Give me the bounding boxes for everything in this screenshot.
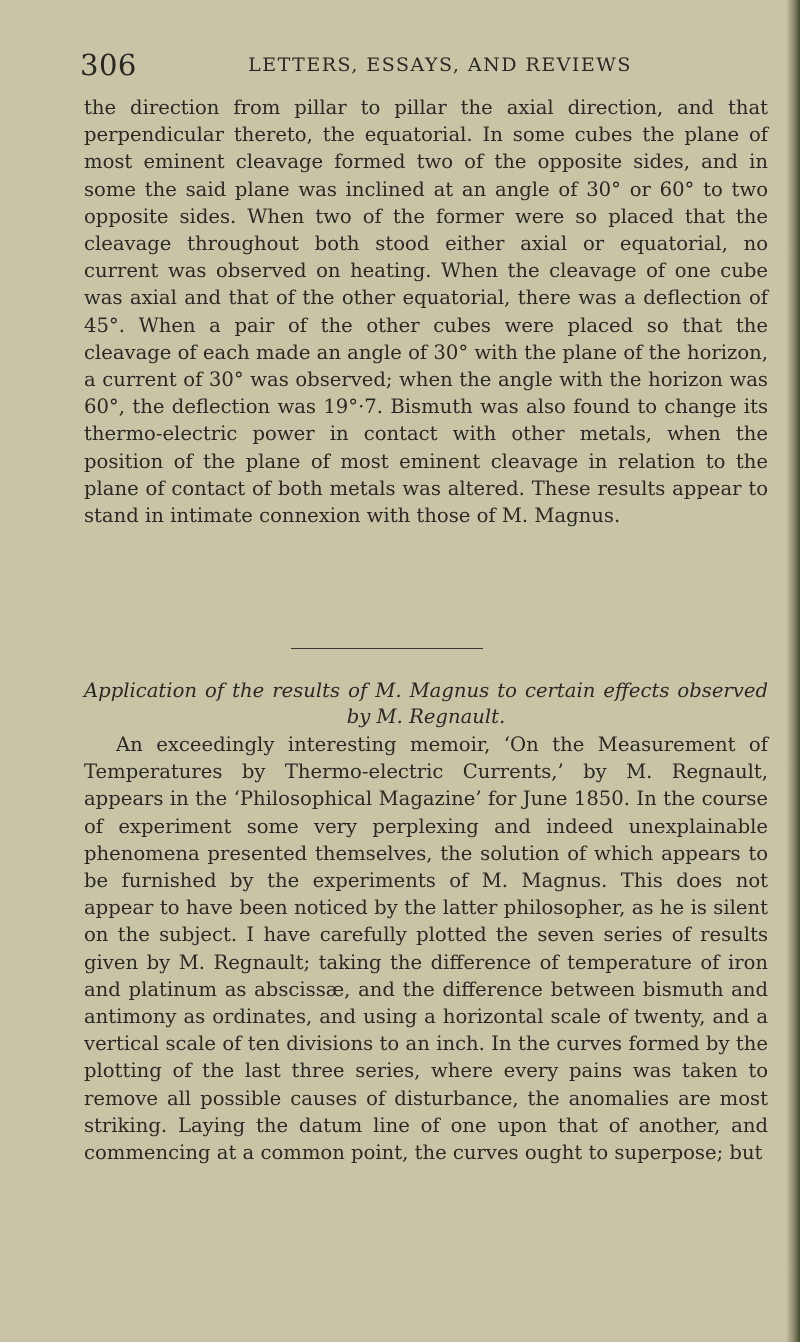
page-number: 306 — [80, 48, 137, 82]
section-divider — [291, 648, 483, 649]
paragraph-regnault: An exceedingly interesting memoir, ‘On the Measurement of Temperatures by Thermo-electric Currents,’ by M. Regnault, appears in the ‘Philosophical Magazine’ for June 1850. In the course of experiment some very perplexing and indeed unexplainable phenomena presented themselves, the solution of which appears to be furnished by the experiments of M. Magnus. This does not appear to have been noticed by the latter philosopher, as he is silent on the subject. I have carefully plotted the seven series of results given by M. Regnault; taking the difference of temperature of iron and platinum as abscissæ, and the difference between bismuth and antimony as ordinates, and using a horizontal scale of twenty, and a vertical scale of ten divisions to an inch. In the curves formed by the plotting of the last three series, where every pains was taken to remove all possible causes of disturbance, the anomalies are most striking. Laying the datum line of one upon that of another, and commencing at a common point, the curves ought to superpose; but — [84, 733, 768, 1165]
page-edge-shadow — [786, 0, 800, 1342]
section-heading-line-1: Application of the results of M. Magnus to certain effects observed — [84, 679, 768, 702]
running-title: LETTERS, ESSAYS, AND REVIEWS — [248, 54, 632, 76]
page-header — [80, 48, 770, 84]
section-heading-line-2: by M. Regnault. — [346, 705, 506, 728]
section-heading — [84, 678, 768, 730]
paragraph-continued: the direction from pillar to pillar the axial direction, and that perpendicular thereto, the equatorial. In some cubes the plane of most eminent cleavage formed two of the opposite sides, and in some the said plane was inclined at an angle of 30° or 60° to two opposite sides. When two of the former were so placed that the cleavage throughout both stood either axial or equatorial, no current was observed on heating. When the cleavage of one cube was axial and that of the other equatorial, there was a deflection of 45°. When a pair of the other cubes were placed so that the cleavage of each made an angle of 30° with the plane of the horizon, a current of 30° was observed; when the angle with the horizon was 60°, the deflection was 19°·7. Bismuth was also found to change its thermo-electric power in contact with other metals, when the position of the plane of most eminent cleavage in relation to the plane of contact of both metals was altered. These results appear to stand in intimate connexion with those of M. Magnus. — [84, 96, 768, 528]
